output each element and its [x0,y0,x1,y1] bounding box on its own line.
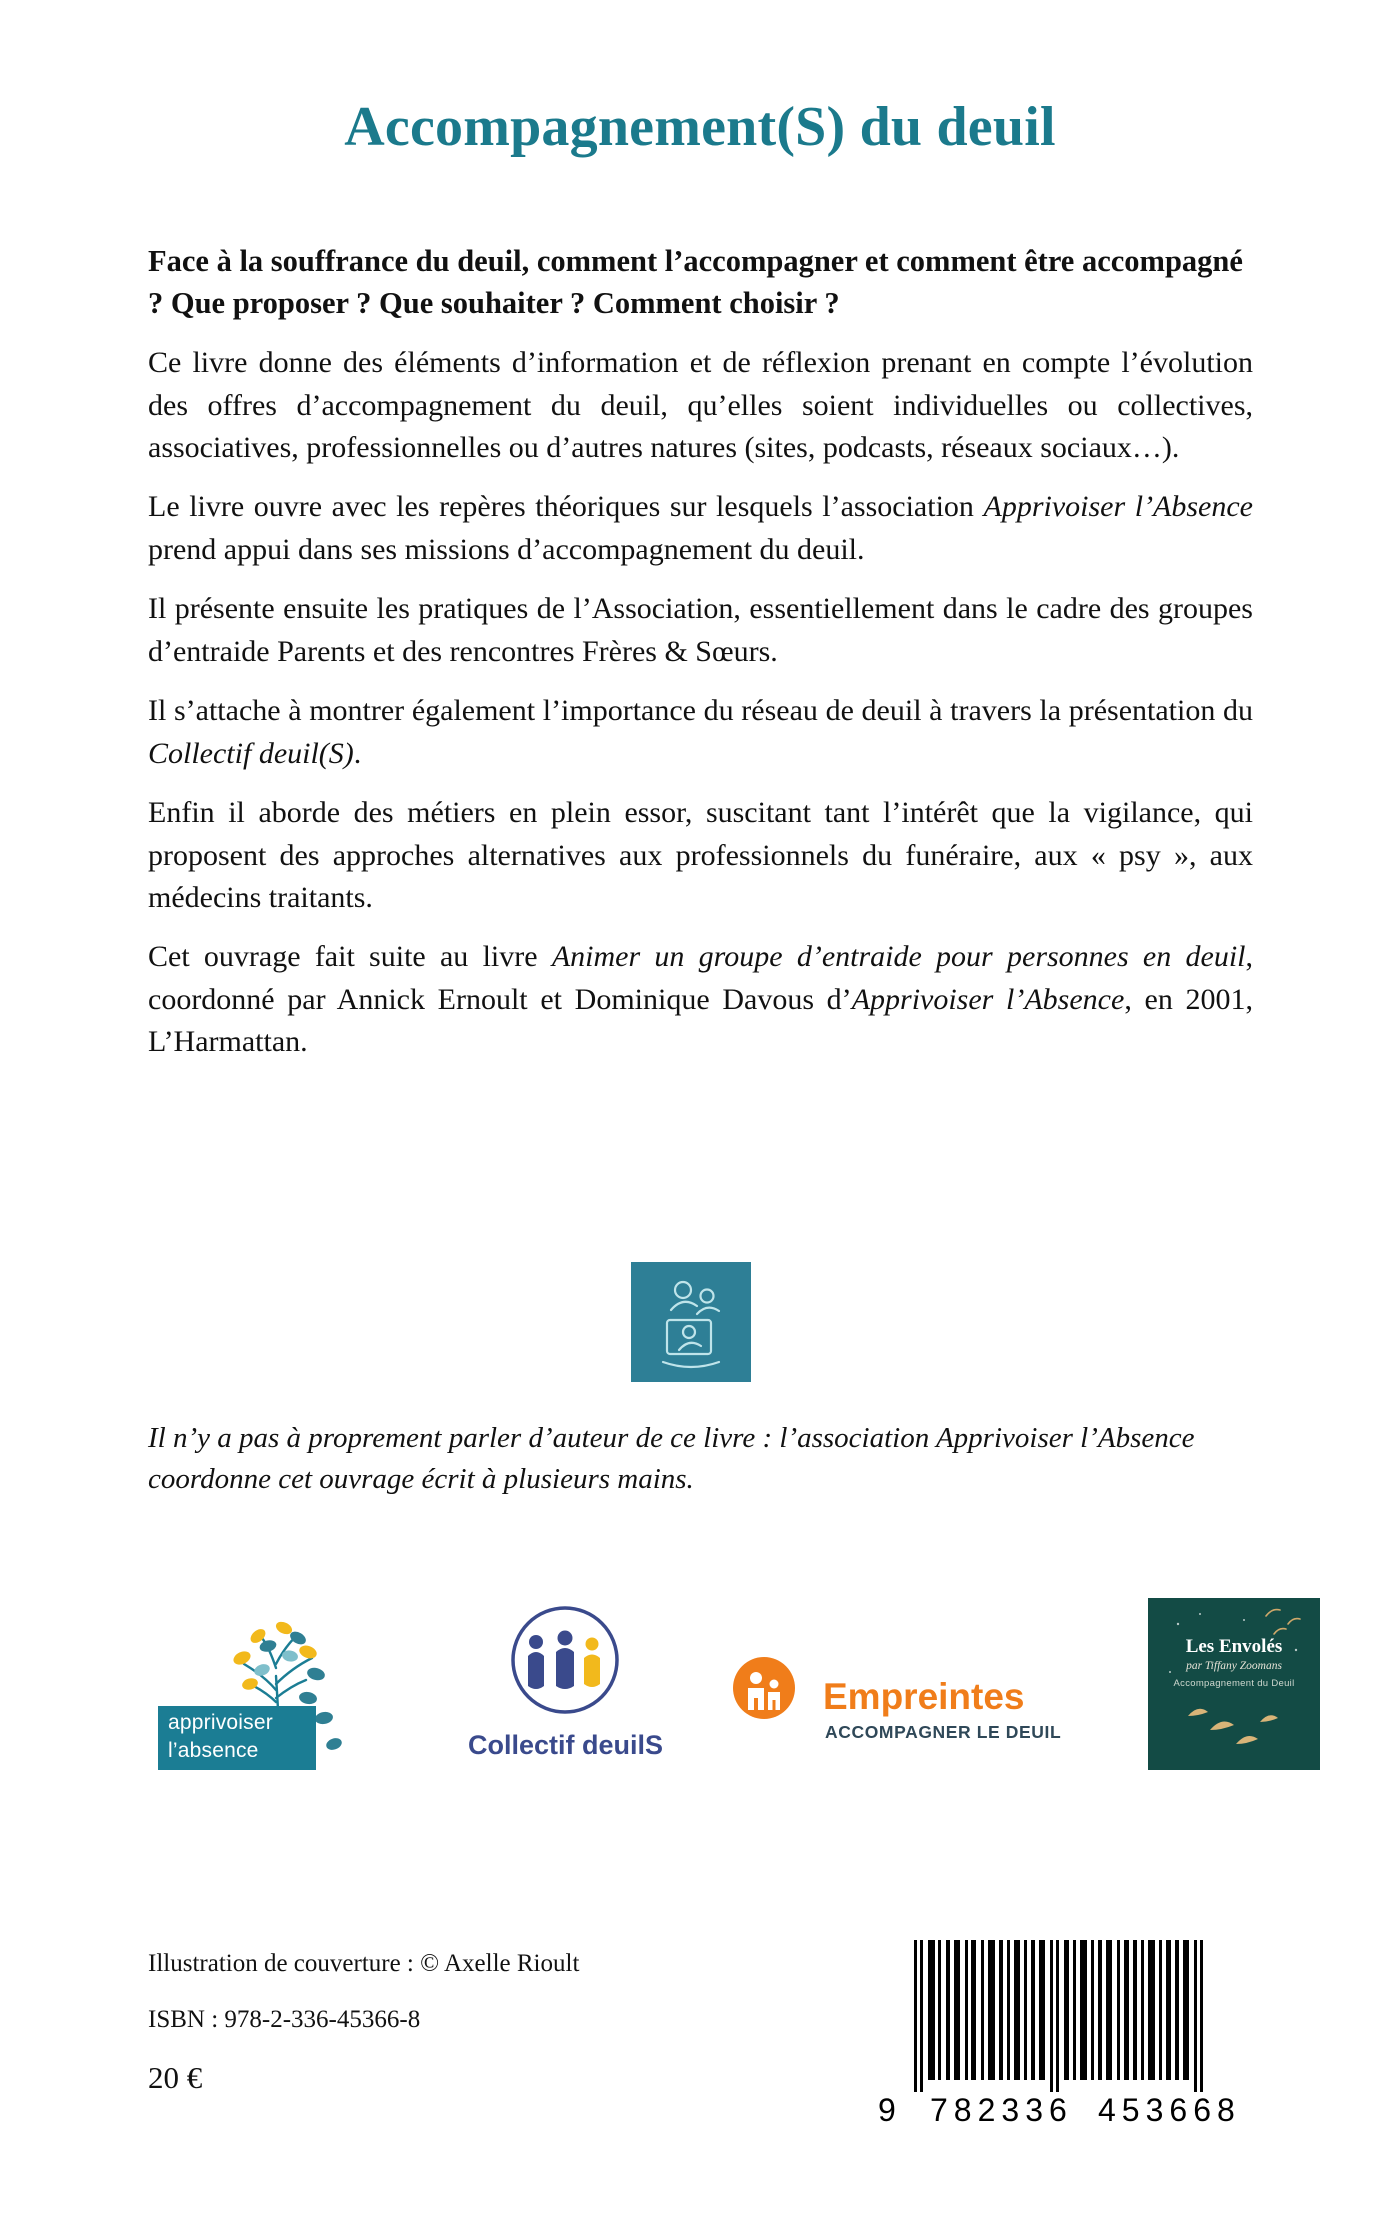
logo-empreintes[interactable] [718,1598,1078,1783]
envoles-tagline: Accompagnement du Deuil [1173,1678,1295,1689]
paragraph-6-part-b: , coordonné par Annick Ernoult et Dominique Davous d’ [148,940,1253,1016]
paragraph-4-part-a: Il s’attache à montrer également l’importance du réseau de deuil à travers la présentation du [148,694,1253,728]
barcode-group-1: 782336 [930,2092,1073,2128]
partner-logos-row [148,1598,1295,1783]
paragraph-2-part-b: prend appui dans ses missions d’accompagnement du deuil. [148,532,865,566]
logo-collectif-deuils[interactable] [458,1598,673,1783]
barcode-group-2: 453668 [1098,2092,1241,2128]
cover-illustration-thumbnail [631,1262,751,1382]
barcode-left-digit: 9 [878,2092,897,2128]
paragraph-2 [148,486,1253,571]
paragraph-4-italic: Collectif deuil(S) [148,736,354,770]
paragraph-4 [148,690,1253,775]
envoles-box [1148,1598,1320,1770]
paragraph-4-part-b: . [353,736,362,770]
barcode [872,1940,1257,2130]
apprivoiser-label-line2: l’absence [168,1739,259,1762]
barcode-bars-icon [872,1940,1257,2100]
blurb-text-block [148,240,1253,1064]
logo-apprivoiser-labsence[interactable] [158,1598,368,1783]
logo-les-envoles[interactable] [1148,1598,1320,1770]
author-note: Il n’y a pas à proprement parler d’auteur de ce livre : l’association Apprivoiser l’Absence coordonne cet ouvrage écrit à plusieurs mains. [148,1422,1195,1496]
family-figures-icon [631,1262,751,1382]
empreintes-subtitle: ACCOMPAGNER LE DEUIL [825,1722,1062,1742]
lead-paragraph: Face à la souffrance du deuil, comment l’accompagner et comment être accompagné ? Que proposer ? Que souhaiter ? Comment choisir ? [148,244,1243,321]
paragraph-2-italic: Apprivoiser l’Absence [983,490,1254,524]
paragraph-6-part-c: , en 2001, L’Harmattan. [148,982,1254,1059]
circle-figures-icon [458,1598,673,1738]
apprivoiser-label-line1: apprivoiser [168,1711,273,1734]
empreintes-title: Empreintes [823,1676,1025,1717]
paragraph-2-part-a: Le livre ouvre avec les repères théoriques sur lesquels l’association [148,490,984,524]
isbn-text: ISBN : 978-2-336-45366-8 [148,2005,421,2033]
page-title: Accompagnement(S) du deuil [344,96,1056,158]
collectif-deuils-label: Collectif deuilS [467,1730,664,1760]
empreintes-mark-icon [718,1656,818,1766]
paragraph-6-part-a: Cet ouvrage fait suite au livre [148,940,552,974]
footer-info [148,1950,848,2095]
paragraph-6-italic-1: Animer un groupe d’entraide pour personnes en deuil [551,940,1246,974]
envoles-name: Les Envolés [1185,1636,1283,1657]
paragraph-6-italic-2: Apprivoiser l’Absence [851,982,1125,1016]
illustration-credit: Illustration de couverture : © Axelle Rioult [148,1950,580,1977]
envoles-byline: par Tiffany Zoomans [1186,1660,1282,1672]
paragraph-6 [148,936,1253,1063]
paragraph-1: Ce livre donne des éléments d’information et de réflexion prenant en compte l’évolution des offres d’accompagnement du deuil, qu’elles soient individuelles ou collectives, associatives, professionnelles ou d’autres natures (sites, podcasts, réseaux sociaux…). [148,346,1253,465]
paragraph-5: Enfin il aborde des métiers en plein essor, suscitant tant l’intérêt que la vigilance, qui proposent des approches alternatives aux professionnels du funéraire, aux « psy », aux médecins traitants. [148,796,1253,914]
paragraph-3: Il présente ensuite les pratiques de l’Association, essentiellement dans le cadre des groupes d’entraide Parents et des rencontres Frères & Sœurs. [148,592,1253,668]
price-text: 20 € [148,2060,203,2095]
